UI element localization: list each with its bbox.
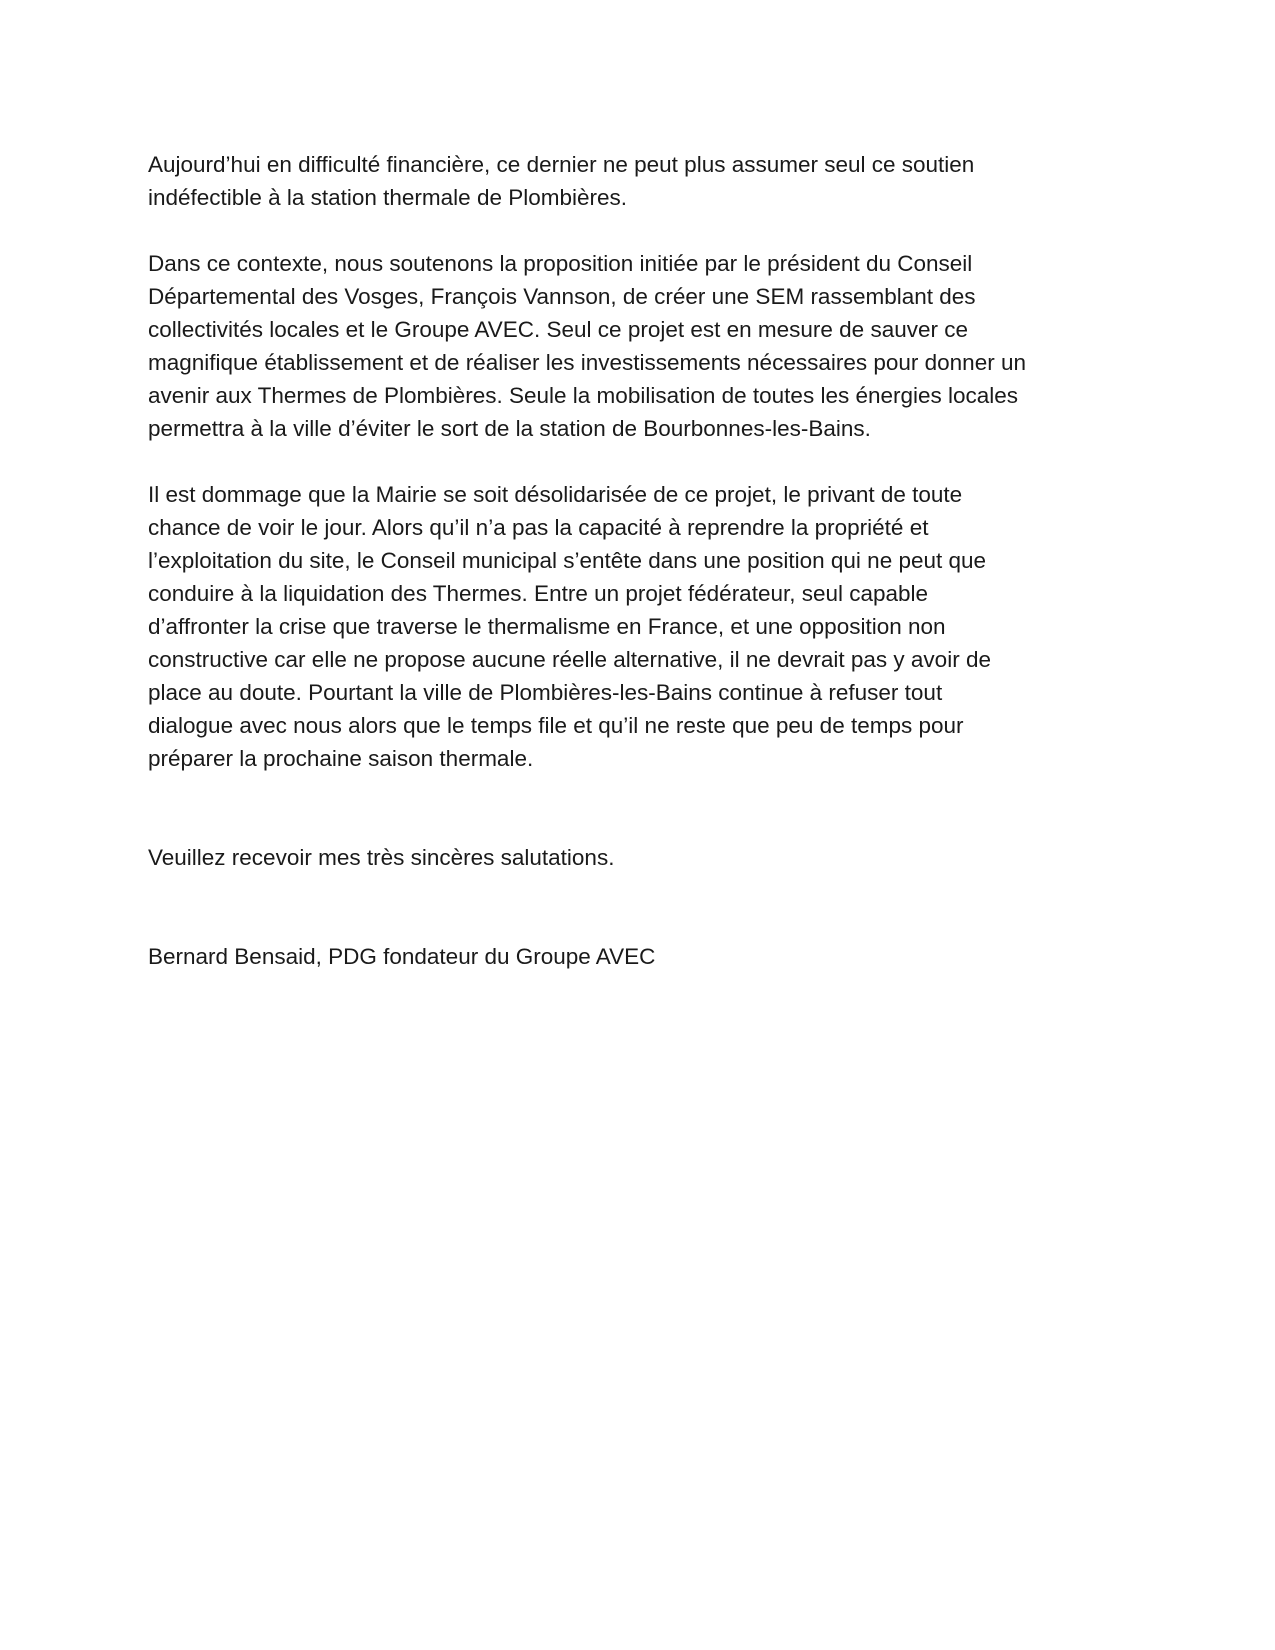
paragraph-mairie-opposition (148, 478, 1128, 775)
text-line: d’affronter la crise que traverse le thermalisme en France, et une opposition non (148, 614, 946, 639)
letter-body (148, 148, 1128, 973)
closing-salutation (148, 841, 1128, 874)
paragraph-financial-difficulty (148, 148, 1128, 214)
text-line: Dans ce contexte, nous soutenons la proposition initiée par le président du Conseil (148, 251, 973, 276)
text-line: Départemental des Vosges, François Vannson, de créer une SEM rassemblant des (148, 284, 976, 309)
paragraph-sem-proposal (148, 247, 1128, 445)
text-line: place au doute. Pourtant la ville de Plombières-les-Bains continue à refuser tout (148, 680, 943, 705)
text-line: magnifique établissement et de réaliser les investissements nécessaires pour donner un (148, 350, 1026, 375)
text-line: conduire à la liquidation des Thermes. Entre un projet fédérateur, seul capable (148, 581, 929, 606)
text-line: préparer la prochaine saison thermale. (148, 746, 534, 771)
text-line: collectivités locales et le Groupe AVEC. Seul ce projet est en mesure de sauver ce (148, 317, 968, 342)
text-line: Aujourd’hui en difficulté financière, ce dernier ne peut plus assumer seul ce soutien (148, 152, 975, 177)
text-line: indéfectible à la station thermale de Plombières. (148, 185, 628, 210)
closing-text: Veuillez recevoir mes très sincères salutations. (148, 845, 615, 870)
text-line: permettra à la ville d’éviter le sort de la station de Bourbonnes-les-Bains. (148, 416, 871, 441)
text-line: constructive car elle ne propose aucune réelle alternative, il ne devrait pas y avoir de (148, 647, 991, 672)
signature-block (148, 940, 1128, 973)
text-line: chance de voir le jour. Alors qu’il n’a pas la capacité à reprendre la propriété et (148, 515, 929, 540)
text-line: dialogue avec nous alors que le temps file et qu’il ne reste que peu de temps pour (148, 713, 964, 738)
text-line: Il est dommage que la Mairie se soit désolidarisée de ce projet, le privant de toute (148, 482, 963, 507)
text-line: avenir aux Thermes de Plombières. Seule la mobilisation de toutes les énergies locales (148, 383, 1019, 408)
text-line: l’exploitation du site, le Conseil municipal s’entête dans une position qui ne peut que (148, 548, 987, 573)
signature-text: Bernard Bensaid, PDG fondateur du Groupe AVEC (148, 944, 656, 969)
